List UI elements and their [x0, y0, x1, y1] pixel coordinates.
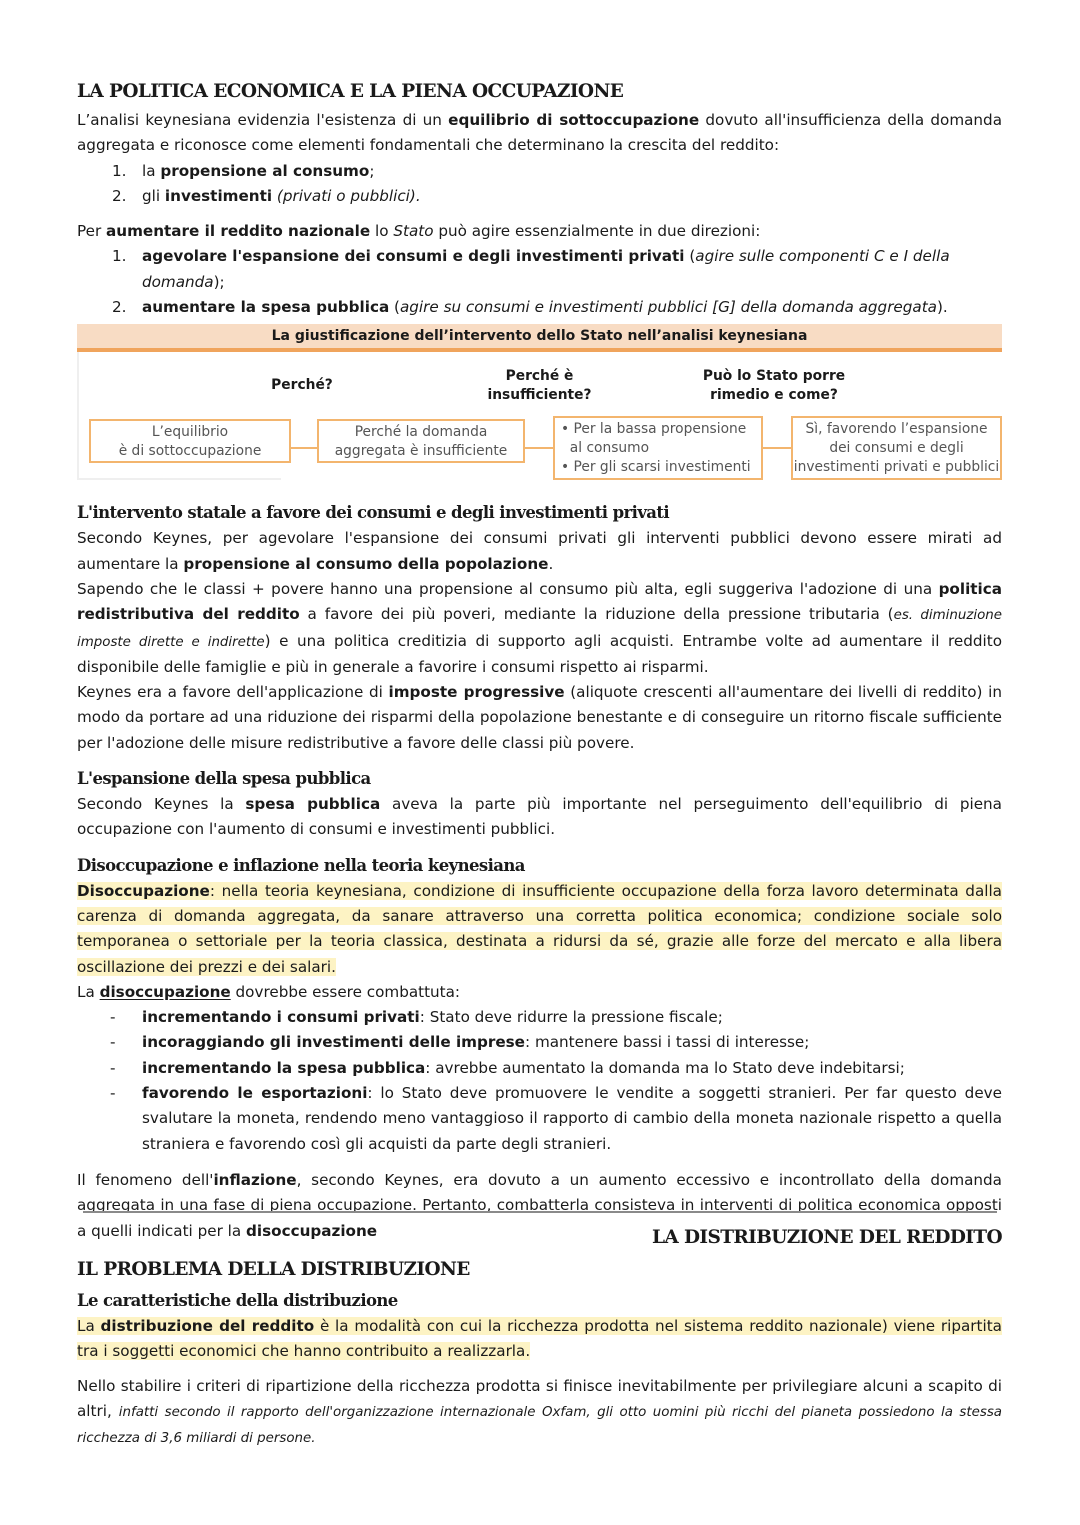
text: gli: [142, 186, 165, 205]
list-item: [77, 1005, 1002, 1030]
paragraph: [77, 792, 1002, 843]
text: (: [389, 298, 400, 317]
text: a favore dei più poveri, mediante la riduzione della pressione tributaria (: [299, 605, 894, 624]
paragraph: [77, 980, 1002, 1005]
text: .: [548, 554, 554, 573]
bold-term: Disoccupazione: [77, 881, 210, 900]
text: ) e una politica creditizia di supporto agli acquisti. Entrambe volte ad aumentare il reddito disponibile delle famiglie e più in generale a favorire i consumi rispetto ai risparmi.: [77, 631, 1002, 676]
bold-term: investimenti: [164, 186, 273, 205]
list-item: [112, 184, 1002, 209]
section-title-disoccupazione-inflazione: Disoccupazione e inflazione nella teoria keynesiana: [77, 855, 525, 875]
definition-paragraph: [77, 879, 1002, 980]
text: la: [142, 161, 161, 180]
text: aveva la parte più importante nel perseguimento dell'equilibrio di piena occupazione con l'aumento di consumi e investimenti pubblici.: [77, 795, 1002, 839]
text: );: [213, 272, 225, 291]
text: Perché è: [505, 368, 574, 385]
text: aggregata è insufficiente: [334, 443, 508, 460]
subsection-title-caratteristiche: Le caratteristiche della distribuzione: [77, 1291, 398, 1310]
text: : nella teoria keynesiana, condizione di insufficiente occupazione della forza lavoro determinata dalla carenza di domanda aggregata, da sanare attraverso una corretta politica economica; condizione sociale solo temporanea o settoriale per la teoria classica, destinata a ridursi da sé, grazie alle forze del mercato e alla libera oscillazione dei prezzi e dei salari.: [77, 881, 1002, 976]
state-directions-list: [77, 244, 1002, 320]
list-number: 2.: [112, 298, 127, 317]
text: dei consumi e degli: [829, 440, 964, 457]
paragraph: [77, 526, 1002, 577]
chapter-title-distribuzione: LA DISTRIBUZIONE DEL REDDITO: [651, 1227, 1002, 1248]
paragraph: [77, 1374, 1002, 1452]
section-divider: [83, 1211, 997, 1213]
bold-term: aumentare la spesa pubblica: [142, 298, 390, 317]
text: Per: [77, 222, 107, 241]
paragraph: [77, 680, 1002, 756]
text: rimedio e come?: [710, 387, 838, 404]
diagram-box-equilibrium: [89, 419, 291, 463]
diagram-question-remedy: [689, 367, 859, 405]
bold-term: incrementando i consumi privati: [142, 1008, 420, 1027]
bold-term: politica redistributiva del reddito: [77, 579, 1002, 624]
text: investimenti privati e pubblici: [793, 459, 1000, 476]
diagram-box-remedy: [791, 416, 1002, 480]
list-item: [77, 1081, 1002, 1157]
list-item: [112, 159, 1002, 184]
italic-text: agire su consumi e investimenti pubblici [G] della domanda aggregata: [399, 298, 937, 317]
diagram-question-insufficient: [477, 367, 602, 405]
text: Sapendo che le classi + povere hanno una propensione al consumo più alta, egli suggeriva l'adozione di una: [77, 579, 939, 598]
text: La: [77, 1317, 101, 1335]
italic-text: Stato: [393, 222, 434, 241]
bold-term: spesa pubblica: [245, 795, 381, 814]
highlighted-definition: [77, 882, 1002, 976]
text: • Per la bassa propensione: [561, 421, 747, 438]
text: Può lo Stato porre: [702, 368, 846, 385]
text: Secondo Keynes, per agevolare l'espansione dei consumi privati gli interventi pubblici devono essere mirati ad aumentare la: [77, 529, 1002, 573]
text: è di sottoccupazione: [118, 443, 262, 460]
underlined-term: disoccupazione: [99, 982, 231, 1001]
text: insufficiente?: [487, 387, 592, 404]
paragraph: [77, 577, 1002, 680]
text: (: [684, 247, 696, 266]
italic-text: agire sulle componenti C e I della domanda: [142, 247, 950, 291]
unemployment-remedies-list: [77, 1005, 1002, 1157]
bold-term: inflazione: [213, 1170, 297, 1189]
section-title-intervento-statale: L'intervento statale a favore dei consumi e degli investimenti privati: [77, 503, 670, 523]
text: L’analisi keynesiana evidenzia l'esistenza di un: [77, 111, 449, 129]
section-title-politica-economica: LA POLITICA ECONOMICA E LA PIENA OCCUPAZIONE: [77, 81, 624, 102]
keynes-intervention-diagram: [77, 324, 1002, 484]
dash-marker: -: [110, 1058, 116, 1077]
text: può agire essenzialmente in due direzioni:: [433, 222, 761, 241]
diagram-title: La giustificazione dell’intervento dello Stato nell’analisi keynesiana: [77, 324, 1002, 352]
bold-term: agevolare l'espansione dei consumi e degli investimenti privati: [142, 247, 685, 266]
text: , secondo Keynes, era dovuto a un aumento eccessivo e incontrollato della domanda aggregata in una fase di piena occupazione. Pertanto, combatterla consisteva in interventi di politica economica opposti a quelli indicati per la: [77, 1170, 1002, 1240]
dash-marker: -: [110, 1084, 116, 1103]
bold-term: propensione al consumo: [160, 161, 370, 180]
bold-term: propensione al consumo della popolazione: [183, 554, 549, 573]
list-number: 1.: [112, 161, 127, 180]
text: L’equilibrio: [151, 424, 229, 441]
text: : avrebbe aumentato la domanda ma lo Stato deve indebitarsi;: [425, 1058, 905, 1077]
diagram-connector: [525, 447, 553, 449]
text: : lo Stato deve promuovere le vendite a soggetti stranieri. Per far questo deve svalutare la moneta, rendendo meno vantaggioso il rapporto di cambio della moneta nazionale rispetto a quella straniera e favorendo così gli acquisti da parte degli stranieri.: [142, 1084, 1003, 1153]
text: : Stato deve ridurre la pressione fiscale;: [419, 1008, 723, 1027]
list-item: [112, 244, 1002, 295]
diagram-question-why: Perché?: [271, 377, 333, 394]
text: è la modalità con cui la ricchezza prodotta nel sistema reddito nazionale) viene ripartita tra i soggetti economici che hanno contribuito a realizzarla.: [77, 1317, 1002, 1361]
growth-factors-list: [77, 159, 1002, 210]
text: Nello stabilire i criteri di ripartizione della ricchezza prodotta si finisce inevitabilmente per privilegiare alcuni a scapito di altri,: [77, 1376, 1002, 1420]
state-directions-intro: [77, 219, 1002, 244]
list-item: [112, 295, 1002, 320]
bold-term: imposte progressive: [388, 683, 565, 702]
bold-term: incoraggiando gli investimenti delle imprese: [142, 1033, 525, 1052]
bold-term: equilibrio di sottoccupazione: [448, 111, 700, 129]
bold-term: distribuzione del reddito: [100, 1317, 315, 1335]
intro-paragraph: [77, 108, 1002, 159]
diagram-connector: [291, 447, 317, 449]
dash-marker: -: [110, 1008, 116, 1027]
document-page: [77, 78, 1002, 1244]
text: Perché la domanda: [354, 424, 488, 441]
list-number: 2.: [112, 186, 127, 205]
diagram-connector: [763, 447, 791, 449]
bold-term: aumentare il reddito nazionale: [106, 222, 371, 241]
highlighted-definition: [77, 1317, 1002, 1360]
list-item: [77, 1030, 1002, 1055]
bold-term: disoccupazione: [246, 1221, 378, 1240]
italic-text: es. diminuzione imposte dirette e indirette: [77, 608, 1002, 650]
text: al consumo: [561, 440, 650, 457]
text: Il fenomeno dell': [77, 1170, 214, 1189]
section-title-spesa-pubblica: L'espansione della spesa pubblica: [77, 769, 371, 789]
dash-marker: -: [110, 1033, 116, 1052]
bold-term: favorendo le esportazioni: [142, 1084, 368, 1103]
text: (aliquote crescenti all'aumentare dei livelli di reddito) in modo da portare ad una riduzione dei risparmi della popolazione benestante e di conseguire un ritorno fiscale sufficiente per l'adozione delle misure redistributive a favore delle classi più povere.: [77, 683, 1002, 752]
list-number: 1.: [112, 247, 127, 266]
text: • Per gli scarsi investimenti: [561, 459, 751, 476]
text: lo: [370, 222, 394, 241]
text: : mantenere bassi i tassi di interesse;: [525, 1033, 810, 1052]
text: Secondo Keynes la: [77, 795, 246, 814]
list-item: [77, 1056, 1002, 1081]
text: La: [77, 982, 100, 1001]
bold-term: incrementando la spesa pubblica: [142, 1058, 426, 1077]
text: Sì, favorendo l’espansione: [805, 421, 988, 438]
document-page-bottom: [77, 1256, 1002, 1451]
definition-paragraph: [77, 1314, 1002, 1365]
text: ;: [369, 161, 375, 180]
diagram-box-demand: [317, 419, 525, 463]
italic-text: (privati o pubblici).: [276, 186, 421, 205]
text: ).: [937, 298, 948, 317]
italic-text: infatti secondo il rapporto dell'organizzazione internazionale Oxfam, gli otto uomini più ricchi del pianeta possiedono la stessa ricchezza di 3,6 miliardi di persone.: [77, 1404, 1002, 1447]
section-title-problema-distribuzione: IL PROBLEMA DELLA DISTRIBUZIONE: [77, 1259, 470, 1280]
text: dovrebbe essere combattuta:: [230, 982, 461, 1001]
text: dovuto all'insufficienza della domanda aggregata e riconosce come elementi fondamentali che determinano la crescita del reddito:: [77, 111, 1002, 155]
text: Keynes era a favore dell'applicazione di: [77, 683, 389, 702]
diagram-box-causes: [553, 416, 763, 480]
